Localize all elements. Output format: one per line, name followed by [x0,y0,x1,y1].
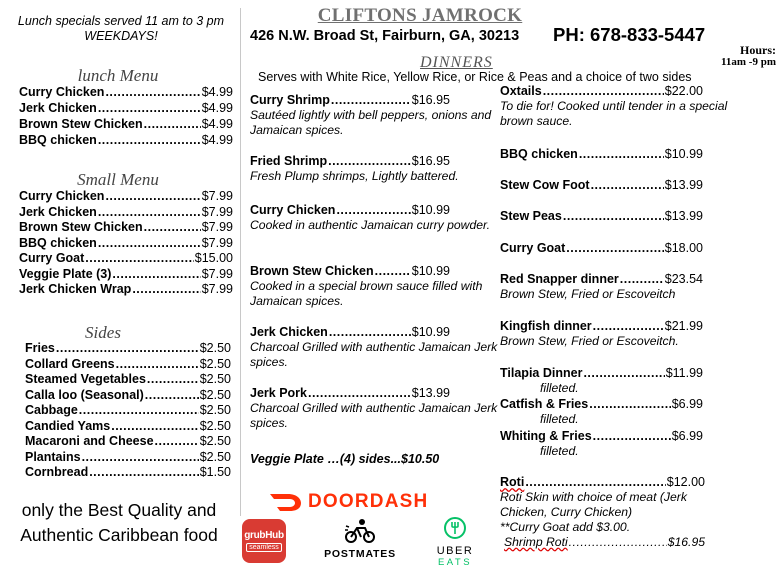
menu-item [250,264,450,279]
menu-item-price: $10.99 [664,147,703,161]
dinner-item-description: filleted. [540,444,579,458]
menu-item [500,147,703,162]
veggie-plate-dinner [250,452,439,466]
quality-note: only the Best Quality and Authentic Caribbean food [20,500,218,545]
dinner-item [250,325,500,370]
leader-dots [145,388,199,403]
menu-item-name: Curry Chicken [19,189,105,203]
menu-item [250,386,450,401]
dinner-item [500,147,750,162]
menu-item-name: Tilapia Dinner [500,366,583,380]
menu-item-name: Oxtails [500,84,542,98]
menu-item-name: Jerk Chicken [19,101,97,115]
menu-item [25,372,231,388]
leader-dots [525,475,665,490]
menu-item [19,85,233,101]
dinner-item-description: Brown Stew, Fried or Escoveitch [500,287,676,301]
leader-dots [579,147,664,162]
menu-item [25,465,231,481]
menu-item-price: $2.50 [199,403,231,417]
leader-dots [331,93,411,108]
leader-dots [144,117,201,132]
hours-value: 11am -9 pm [721,56,776,68]
shrimp-roti-item [504,535,705,550]
menu-item [19,133,233,149]
menu-item [19,236,233,252]
column-divider [240,8,241,516]
menu-item-price: $18.00 [664,241,703,255]
dinners-title: DINNERS [420,54,493,71]
menu-item-price: $7.99 [201,266,233,281]
menu-item [19,205,233,221]
menu-item [25,419,231,435]
leader-dots [105,85,200,100]
menu-item-price: $7.99 [201,189,233,203]
menu-item [250,203,450,218]
menu-item-price: $4.99 [201,85,233,99]
dinner-item-description: To die for! Cooked until tender in a special brown sauce. [500,99,728,128]
menu-item [19,101,233,117]
doordash-icon [268,491,304,513]
dinner-item [500,272,750,302]
postmates-logo[interactable] [322,518,398,560]
dinner-item [250,264,500,309]
menu-item [25,434,231,450]
menu-item-name: Stew Cow Foot [500,178,590,192]
menu-item [25,341,231,357]
leader-dots [563,209,664,224]
menu-item-name: Cornbread [25,465,89,479]
menu-item-name: Plantains [25,449,81,464]
dinner-item-description: Brown Stew, Fried or Escoveitch. [500,334,679,348]
grubhub-wordmark: grubHub [244,530,284,541]
dinner-item-description: Charcoal Grilled with authentic Jamaican Jerk spices. [250,401,498,430]
menu-item-name: Collard Greens [25,356,115,371]
roti-section [500,475,705,550]
menu-item-name: BBQ chicken [19,133,97,147]
dinner-item [500,241,750,256]
menu-item-name: Veggie Plate (3) [19,266,112,281]
leader-dots [89,465,199,480]
leader-dots [308,386,411,401]
menu-item-price: $6.99 [671,397,703,411]
menu-item-name: Stew Peas [500,209,562,223]
dinner-item-description: Cooked in authentic Jamaican curry powder. [250,218,491,232]
menu-item-name: Catfish & Fries [500,397,589,411]
menu-item-price: $15.00 [194,251,233,265]
leader-dots [566,241,663,256]
leader-dots [591,178,664,193]
shrimp-roti-name: Shrimp Roti [504,535,568,549]
menu-item-price: $16.95 [411,154,450,168]
menu-item-price: $22.00 [664,84,703,98]
menu-item-price: $13.99 [664,209,703,223]
menu-item-price: $10.99 [411,203,450,217]
dinner-item-description: Sautéed lightly with bell peppers, onions and Jamaican spices. [250,108,492,137]
dinner-item [500,429,750,459]
menu-item [500,366,703,381]
menu-item [500,209,703,224]
leader-dots [583,366,664,381]
dinner-item-description: Fresh Plump shrimps, Lightly battered. [250,169,459,183]
menu-item [250,154,450,169]
lunch-menu-list [19,85,233,149]
leader-dots [144,220,201,235]
leader-dots [620,272,664,287]
eats-wordmark: EATS [437,557,473,568]
seamless-wordmark: seamless [246,543,282,552]
leader-dots [328,154,411,169]
menu-item-name: Macaroni and Cheese [25,434,154,448]
menu-item-price: $2.50 [199,372,231,386]
veggie-plate-name: Veggie Plate [250,452,324,466]
menu-item [19,267,233,283]
leader-dots [147,372,199,387]
menu-item-name: Brown Stew Chicken [19,117,143,131]
dinner-item [250,154,500,184]
dinner-item-description: filleted. [540,412,579,426]
menu-item-name: Curry Shrimp [250,93,330,107]
leader-dots [375,264,411,279]
menu-item-price: $16.95 [411,93,450,107]
menu-item-name: Jerk Chicken [250,325,328,339]
menu-item-price: $13.99 [664,178,703,192]
dinner-item [500,84,750,129]
menu-item-name: Curry Goat [19,251,85,265]
dinner-item [500,178,750,193]
leader-dots [116,357,199,372]
menu-item [500,272,703,287]
address: 426 N.W. Broad St, Fairburn, GA, 30213 [250,28,520,44]
dinner-item [250,93,500,138]
menu-item [250,325,450,340]
menu-item-name: Candied Yams [25,418,111,433]
veggie-plate-detail: …(4) sides...$10.50 [327,452,440,466]
menu-item-price: $2.50 [199,341,231,355]
grubhub-seamless-logo[interactable] [242,519,286,563]
menu-item-price: $23.54 [664,272,703,286]
menu-item-price: $2.50 [199,387,231,402]
leader-dots [98,101,201,116]
menu-item [25,388,231,404]
menu-item [25,357,231,373]
menu-item-price: $4.99 [201,101,233,115]
doordash-logo[interactable] [268,491,428,513]
small-menu-title: Small Menu [77,170,159,189]
roti-name: Roti [500,475,525,489]
menu-item-price: $7.99 [201,235,233,250]
menu-item [500,241,703,256]
menu-item-price: $11.99 [665,366,703,380]
menu-item [25,403,231,419]
dinner-item-description: Charcoal Grilled with authentic Jamaican Jerk spices. [250,340,498,369]
menu-item-name: Steamed Vegetables [25,372,146,386]
menu-item-name: Jerk Pork [250,386,307,400]
menu-item-price: $21.99 [664,319,703,333]
lunch-hours-note: Lunch specials served 11 am to 3 pm WEEKDAYS! [17,14,225,43]
restaurant-name: CLIFTONS JAMROCK [317,5,523,26]
menu-item-price: $10.99 [411,264,450,278]
leader-dots [98,133,201,148]
dinner-item [500,209,750,224]
menu-item [500,84,703,99]
leader-dots [98,236,201,251]
hours-label: Hours: [740,43,776,57]
menu-item-name: Brown Stew Chicken [250,264,374,278]
menu-item-name: Curry Chicken [19,85,105,99]
menu-item-price: $7.99 [201,220,233,234]
leader-dots [329,325,411,340]
menu-item [500,178,703,193]
dinner-item [500,397,750,427]
hours [696,44,776,68]
uber-eats-logo[interactable] [434,517,476,568]
postmates-wordmark: POSTMATES [324,548,396,560]
leader-dots [105,189,200,204]
dinner-item [250,203,500,233]
menu-item-price: $7.99 [201,282,233,296]
menu-item [19,189,233,205]
menu-item-price: $4.99 [201,117,233,131]
leader-dots [111,419,198,434]
menu-item-name: Curry Goat [500,241,566,255]
menu-item-name: Whiting & Fries [500,429,592,443]
phone-number[interactable]: PH: 678-833-5447 [553,24,706,45]
roti-item [500,475,705,490]
shrimp-roti-price: $16.95 [667,535,705,549]
menu-item-price: $1.50 [199,465,231,479]
menu-item-name: Kingfish dinner [500,319,592,333]
menu-item-name: Brown Stew Chicken [19,220,143,234]
leader-dots [569,535,667,550]
leader-dots [543,84,664,99]
doordash-wordmark: DOORDASH [308,491,429,512]
uber-wordmark: UBER [436,545,474,557]
menu-item-price: $2.50 [199,449,231,464]
leader-dots [82,450,199,465]
dinner-item-description: Cooked in a special brown sauce filled with Jamaican spices. [250,279,483,308]
roti-description: Roti Skin with choice of meat (Jerk Chicken, Curry Chicken) [500,490,687,519]
dinner-item [500,319,750,349]
menu-item-name: BBQ chicken [500,147,578,161]
postmates-courier-icon [343,518,377,544]
leader-dots [593,429,671,444]
menu-item-price: $6.99 [671,429,703,443]
menu-item [19,220,233,236]
leader-dots [56,341,199,356]
menu-item [25,450,231,466]
menu-item-price: $4.99 [201,133,233,147]
menu-item-name: Curry Chicken [250,203,336,217]
menu-item-name: Cabbage [25,403,78,417]
sides-title: Sides [85,323,121,342]
dinner-item [500,366,750,396]
dinners-subtitle: Serves with White Rice, Yellow Rice, or Rice & Peas and a choice of two sides [258,70,692,84]
leader-dots [132,282,200,297]
menu-item-name: Red Snapper dinner [500,272,619,286]
menu-item-price: $10.99 [411,325,450,339]
menu-item-name: Jerk Chicken [19,204,97,219]
menu-item [19,282,233,298]
roti-curry-goat-note: **Curry Goat add $3.00. [500,520,631,534]
leader-dots [589,397,671,412]
menu-item-name: Calla loo (Seasonal) [25,387,144,402]
lunch-menu-title: lunch Menu [77,66,159,85]
uber-eats-icon [444,517,466,539]
menu-item [19,251,233,267]
menu-item [500,319,703,334]
leader-dots [79,403,199,418]
menu-item [500,429,703,444]
menu-item-name: Jerk Chicken Wrap [19,282,132,296]
roti-price: $12.00 [666,475,705,489]
menu-item [250,93,450,108]
leader-dots [85,251,193,266]
leader-dots [593,319,664,334]
leader-dots [112,267,200,282]
leader-dots [336,203,410,218]
menu-item-name: Fried Shrimp [250,154,328,168]
leader-dots [98,205,201,220]
leader-dots [155,434,199,449]
menu-item [19,117,233,133]
dinner-item [250,386,500,431]
menu-item [500,397,703,412]
menu-item-name: BBQ chicken [19,235,97,250]
menu-item-price: $2.50 [199,356,231,371]
sides-list [25,341,231,481]
dinner-item-description: filleted. [540,381,579,395]
menu-item-price: $2.50 [199,418,231,433]
menu-item-price: $2.50 [199,434,231,448]
menu-item-price: $13.99 [411,386,450,400]
menu-item-name: Fries [25,341,55,355]
menu-item-price: $7.99 [201,204,233,219]
small-menu-list [19,189,233,298]
